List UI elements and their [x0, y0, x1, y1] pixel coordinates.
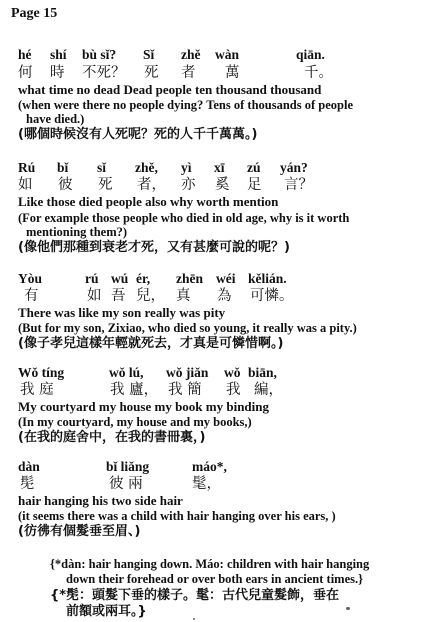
pinyin-word: sǐ	[97, 160, 107, 175]
hanzi-word: 言？	[284, 177, 313, 193]
hanzi-word: 奚	[215, 177, 230, 193]
pinyin-word: zhēn	[176, 271, 203, 286]
footnote-english-line: {*dàn: hair hanging down. Máo: children with hair hanging	[50, 557, 370, 571]
pinyin-word: shí	[50, 47, 67, 62]
gloss-line: what time no dead Dead people ten thousand thousand	[18, 82, 322, 97]
pinyin-word: Wǒ tíng	[18, 365, 65, 380]
pinyin-word: kělián.	[248, 271, 287, 286]
hanzi-word: 如	[18, 177, 33, 193]
translation-line: have died.)	[26, 112, 85, 126]
hanzi-word: 時	[50, 65, 65, 81]
pinyin-word: wǒ	[224, 365, 241, 380]
hanzi-word: 不死？	[82, 65, 126, 81]
hanzi-word: 彼 兩	[109, 476, 143, 492]
pinyin-word: biān,	[248, 365, 277, 380]
pinyin-word: bǐ	[57, 160, 69, 175]
chinese-translation-line: (哪個時候沒有人死呢？死的人千千萬萬。)	[18, 127, 258, 142]
hanzi-word: 死	[98, 177, 113, 193]
scan-speck	[346, 607, 350, 610]
chinese-translation-line: (在我的庭舍中，在我的書冊裏，)	[18, 430, 206, 445]
hanzi-word: 萬	[225, 65, 240, 81]
translation-line: mentioning them?)	[26, 225, 128, 239]
hanzi-word: 我 廬，	[110, 382, 159, 398]
gloss-line: My courtyard my house my book my binding	[18, 399, 269, 414]
hanzi-word: 者，	[137, 177, 166, 193]
hanzi-word: 髦，	[192, 476, 221, 492]
chinese-translation-line: (像子孝兒這樣年輕就死去，才真是可憐惜啊。)	[18, 336, 284, 351]
pinyin-word: qiān.	[296, 47, 325, 62]
pinyin-word: zú	[247, 160, 261, 175]
hanzi-word: 千。	[304, 65, 333, 81]
hanzi-word: 可憐。	[250, 288, 294, 304]
hanzi-word: 亦	[181, 177, 196, 193]
chinese-translation-line: (彷彿有個髮垂至眉、)	[18, 524, 141, 539]
hanzi-word: 何	[18, 65, 33, 81]
pinyin-word: bù sǐ?	[82, 47, 117, 62]
scan-speck	[193, 618, 195, 620]
pinyin-word: Sǐ	[143, 47, 155, 62]
translation-line: (when were there no people dying? Tens of thousands of people	[18, 98, 353, 112]
footnote-english-line: down their forehead or over both ears in ancient times.}	[66, 572, 364, 586]
hanzi-word: 如	[87, 288, 102, 304]
hanzi-word: 真	[176, 288, 191, 304]
translation-line: (In my courtyard, my house and my books,)	[18, 415, 252, 429]
pinyin-word: wéi	[216, 271, 236, 286]
pinyin-word: Yòu	[18, 271, 43, 286]
footnote-chinese-line: {*髧：頭髮下垂的樣子。髦：古代兒童髮飾，垂在	[50, 588, 340, 603]
pinyin-word: ér,	[136, 271, 151, 286]
hanzi-word: 者	[181, 65, 196, 81]
hanzi-word: 兒，	[136, 288, 165, 304]
gloss-line: Like those died people also why worth mention	[18, 194, 279, 209]
pinyin-word: wú	[111, 271, 129, 286]
hanzi-word: 我	[226, 382, 241, 398]
hanzi-word: 有	[24, 288, 39, 304]
pinyin-word: bǐ liǎng	[106, 459, 150, 474]
pinyin-word: máo*,	[192, 459, 227, 474]
hanzi-word: 死	[144, 65, 159, 81]
pinyin-word: rú	[85, 271, 99, 286]
pinyin-word: zhě,	[135, 160, 158, 175]
pinyin-word: hé	[18, 47, 32, 62]
translation-line: (For example those people who died in old age, why is it worth	[18, 211, 350, 225]
pinyin-word: zhě	[181, 47, 201, 62]
pinyin-word: dàn	[18, 459, 40, 474]
gloss-line: hair hanging his two side hair	[18, 493, 183, 508]
hanzi-word: 我 簡	[168, 382, 202, 398]
pinyin-word: yì	[181, 160, 192, 175]
footnote-chinese-line: 前額或兩耳。}	[66, 604, 147, 619]
hanzi-word: 吾	[111, 288, 126, 304]
pinyin-word: wǒ lú,	[109, 365, 144, 380]
hanzi-word: 我 庭	[20, 382, 54, 398]
hanzi-word: 彼	[58, 177, 73, 193]
pinyin-word: yán?	[280, 160, 308, 175]
pinyin-word: xī	[214, 160, 225, 175]
hanzi-word: 足	[247, 177, 262, 193]
translation-line: (it seems there was a child with hair hanging over his ears, )	[18, 509, 336, 523]
hanzi-word: 編，	[254, 382, 283, 398]
pinyin-word: Rú	[18, 160, 36, 175]
pinyin-word: wǒ jiǎn	[166, 365, 209, 380]
pinyin-word: wàn	[215, 47, 240, 62]
hanzi-word: 髧	[20, 476, 35, 492]
gloss-line: There was like my son really was pity	[18, 305, 226, 320]
translation-line: (But for my son, Zixiao, who died so young, it really was a pity.)	[18, 321, 357, 335]
page-number: Page 15	[11, 6, 58, 21]
hanzi-word: 為	[217, 288, 232, 304]
chinese-translation-line: (像他們那種到衰老才死，又有甚麼可說的呢？)	[18, 240, 290, 255]
